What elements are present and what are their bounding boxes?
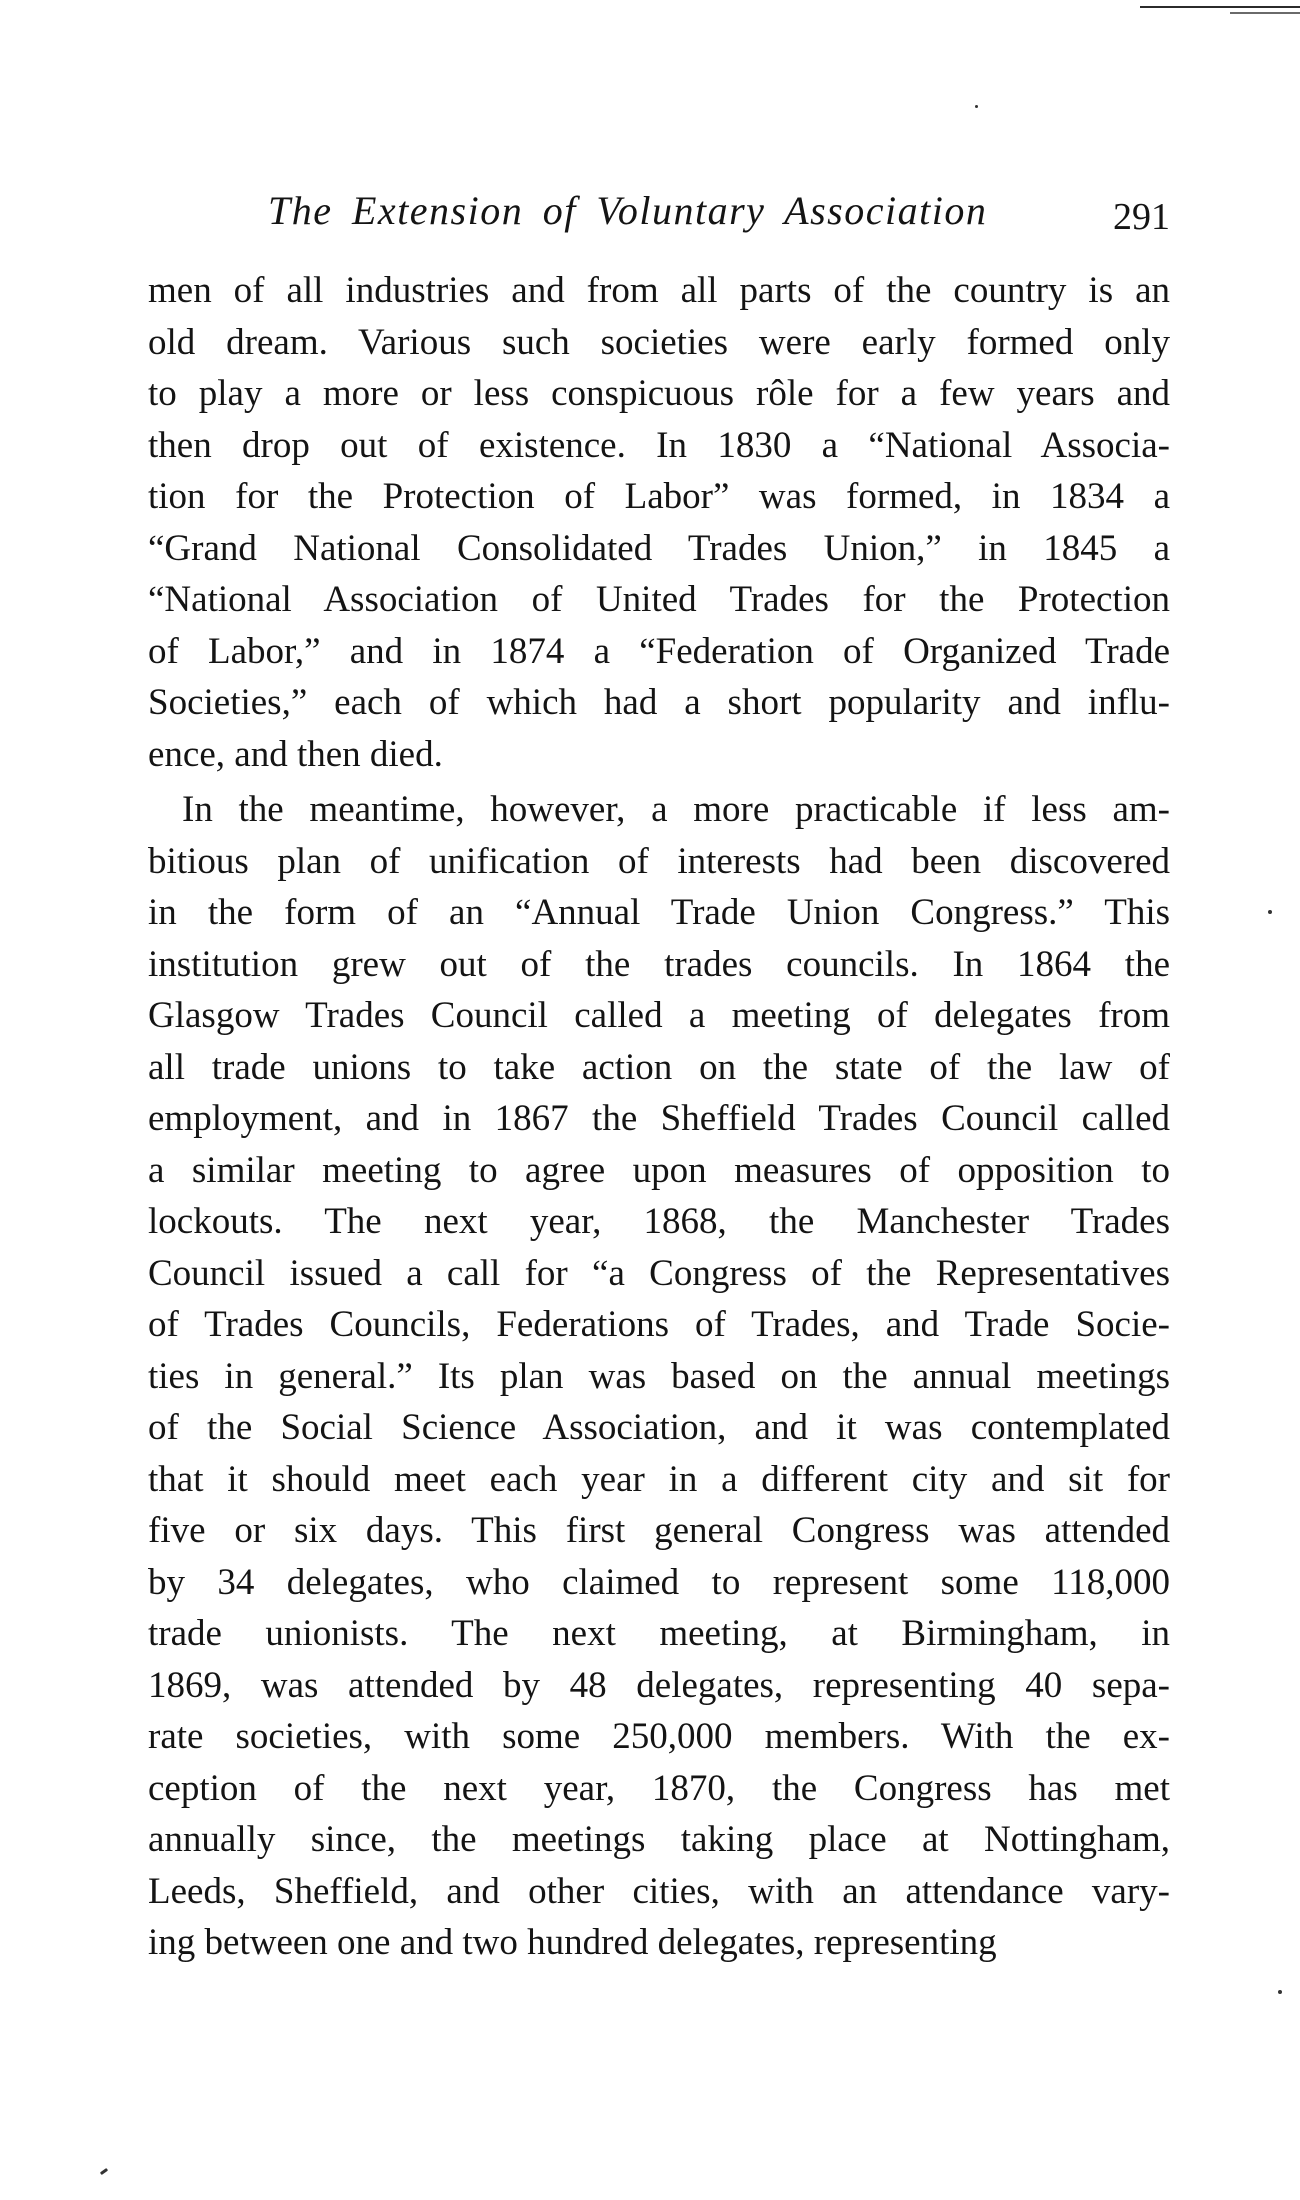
text-line: trade unionists. The next meeting, at Birmingham, in (148, 1613, 1170, 1654)
text-line: by 34 delegates, who claimed to represent some 118,000 (148, 1561, 1170, 1603)
text-line: Leeds, Sheffield, and other cities, with an attendance vary- (148, 1870, 1170, 1912)
text-line: ception of the next year, 1870, the Congress has met (148, 1767, 1170, 1809)
text-line: 1869, was attended by 48 delegates, representing 40 sepa- (148, 1664, 1170, 1706)
text-line: tion for the Protection of Labor” was formed, in 1834 a (148, 476, 1170, 517)
text-line: in the form of an “Annual Trade Union Congress.” This (148, 892, 1170, 933)
text-line: men of all industries and from all parts of the country is an (148, 270, 1170, 311)
text-line: ence, and then died. (148, 733, 443, 775)
scan-edge-line (1140, 6, 1300, 8)
scan-speck (1278, 1990, 1282, 1994)
text-line: old dream. Various such societies were early formed only (148, 321, 1170, 363)
scan-speck (100, 2168, 108, 2175)
text-line: ing between one and two hundred delegates, representing (148, 1922, 997, 1963)
text-line: Council issued a call for “a Congress of the Representatives (148, 1252, 1170, 1294)
running-title: The Extension of Voluntary Association (268, 188, 988, 233)
text-line: five or six days. This first general Congress was attended (148, 1510, 1170, 1551)
scan-edge-line-short (1230, 12, 1300, 14)
scan-speck (975, 105, 978, 108)
text-line: of Trades Councils, Federations of Trades, and Trade Socie- (148, 1304, 1170, 1345)
book-page (148, 175, 1170, 1969)
text-line: a similar meeting to agree upon measures of opposition to (148, 1149, 1170, 1191)
text-line: annually since, the meetings taking place at Nottingham, (148, 1819, 1170, 1860)
text-line: employment, and in 1867 the Sheffield Trades Council called (148, 1098, 1170, 1139)
text-line: of Labor,” and in 1874 a “Federation of Organized Trade (148, 630, 1170, 672)
page-number: 291 (1113, 196, 1170, 238)
scan-speck (1268, 910, 1272, 914)
text-line: “National Association of United Trades for the Protection (148, 579, 1170, 620)
text-line: then drop out of existence. In 1830 a “National Associa- (148, 424, 1170, 466)
text-line: of the Social Science Association, and it was contemplated (148, 1407, 1170, 1448)
text-line: bitious plan of unification of interests had been discovered (148, 840, 1170, 882)
text-line: Glasgow Trades Council called a meeting of delegates from (148, 995, 1170, 1036)
text-line: “Grand National Consolidated Trades Union,” in 1845 a (148, 527, 1170, 569)
text-line: Societies,” each of which had a short popularity and influ- (148, 682, 1170, 723)
text-line: ties in general.” Its plan was based on the annual meetings (148, 1355, 1170, 1397)
paragraph-1 (148, 265, 1170, 780)
text-line: to play a more or less conspicuous rôle for a few years and (148, 373, 1170, 414)
text-line: In the meantime, however, a more practicable if less am- (182, 789, 1170, 830)
text-line: lockouts. The next year, 1868, the Manchester Trades (148, 1201, 1170, 1242)
text-line: that it should meet each year in a different city and sit for (148, 1458, 1170, 1500)
text-line: institution grew out of the trades councils. In 1864 the (148, 943, 1170, 985)
running-head (268, 175, 1170, 265)
text-line: all trade unions to take action on the state of the law of (148, 1046, 1170, 1088)
text-line: rate societies, with some 250,000 members. With the ex- (148, 1716, 1170, 1757)
paragraph-2 (148, 784, 1170, 1969)
